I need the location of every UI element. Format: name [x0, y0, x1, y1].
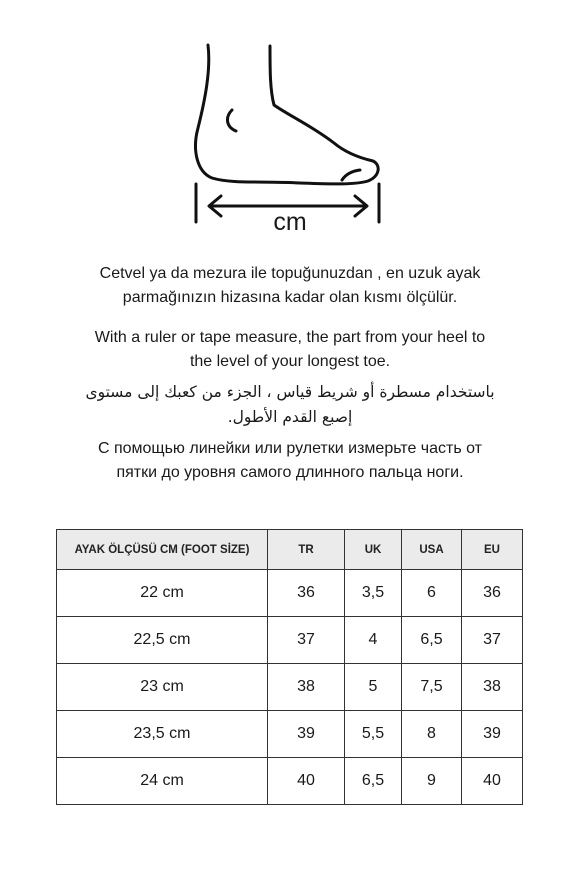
toe-crease [342, 170, 360, 180]
cell-foot-size: 23 cm [57, 664, 268, 711]
cell-usa: 6 [402, 570, 462, 617]
instruction-turkish-line-2: parmağınızın hizasına kadar olan kısmı ölçülür. [122, 289, 458, 306]
cell-usa: 6,5 [402, 617, 462, 664]
table-row [57, 617, 523, 664]
cell-tr: 37 [268, 617, 345, 664]
cell-eu: 39 [462, 711, 523, 758]
cell-usa: 7,5 [402, 664, 462, 711]
size-chart-table [56, 529, 523, 805]
cell-uk: 4 [345, 617, 402, 664]
cell-uk: 6,5 [345, 758, 402, 805]
cell-foot-size: 23,5 cm [57, 711, 268, 758]
instruction-turkish-line-1: Cetvel ya da mezura ile topuğunuzdan , en uzuk ayak [99, 265, 481, 282]
table-row [57, 664, 523, 711]
instruction-russian-line-2: пятки до уровня самого длинного пальца ноги. [116, 464, 464, 481]
table-row [57, 711, 523, 758]
instruction-russian [60, 437, 520, 485]
instruction-arabic [60, 380, 520, 430]
header-eu: EU [462, 530, 523, 570]
header-foot-size: AYAK ÖLÇÜSÜ CM (FOOT SİZE) [57, 530, 268, 570]
table-row [57, 570, 523, 617]
instruction-english-line-2: the level of your longest toe. [189, 353, 391, 370]
ankle-mark [227, 110, 236, 131]
cell-usa: 9 [402, 758, 462, 805]
header-uk: UK [345, 530, 402, 570]
cell-eu: 36 [462, 570, 523, 617]
instruction-turkish [60, 262, 520, 310]
unit-label: cm [273, 208, 307, 236]
instruction-english [60, 326, 520, 374]
cell-eu: 38 [462, 664, 523, 711]
cell-eu: 37 [462, 617, 523, 664]
cell-tr: 40 [268, 758, 345, 805]
instruction-arabic-line-1: باستخدام مسطرة أو شريط قياس ، الجزء من كعبك إلى مستوى [85, 383, 495, 401]
cell-tr: 38 [268, 664, 345, 711]
cell-uk: 5 [345, 664, 402, 711]
table-row [57, 758, 523, 805]
cell-uk: 3,5 [345, 570, 402, 617]
instruction-english-line-1: With a ruler or tape measure, the part from your heel to [94, 329, 486, 346]
cell-usa: 8 [402, 711, 462, 758]
foot-heel-outline [196, 45, 379, 184]
header-tr: TR [268, 530, 345, 570]
instruction-arabic-line-2: إصبع القدم الأطول. [227, 408, 353, 426]
table-header-row [57, 530, 523, 570]
instruction-russian-line-1: С помощью линейки или рулетки измерьте часть от [97, 440, 483, 457]
cell-foot-size: 22,5 cm [57, 617, 268, 664]
cell-eu: 40 [462, 758, 523, 805]
cell-foot-size: 24 cm [57, 758, 268, 805]
cell-tr: 39 [268, 711, 345, 758]
cell-tr: 36 [268, 570, 345, 617]
header-usa: USA [402, 530, 462, 570]
cell-foot-size: 22 cm [57, 570, 268, 617]
cell-uk: 5,5 [345, 711, 402, 758]
